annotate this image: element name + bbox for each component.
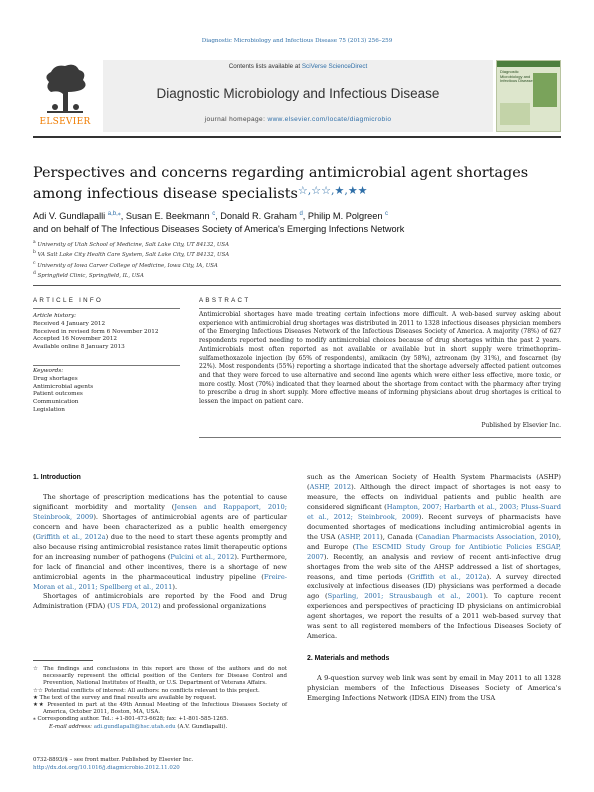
footnote-text: Presented in part at the 49th Annual Meeting of the Infectious Diseases Society of America, October 2011, Boston, MA, USA.: [43, 702, 287, 716]
intro-paragraph-2: [33, 592, 287, 612]
footnote-item: [33, 688, 287, 695]
footnote-list: [33, 666, 287, 724]
footnote-text: The findings and conclusions in this report are those of the authors and do not necessarily represent the official position of the Centers for Disease Control and Prevention, National Institutes of Health, or U.S. Department of Veterans Affairs.: [43, 666, 287, 687]
text: ). Shortages of antimicrobial agents are of particular concern and have been characterized as a public health emergency (: [33, 512, 288, 541]
footnotes: [33, 666, 287, 731]
cover-photo: [533, 73, 557, 107]
reference-link[interactable]: Pulcini et al., 2012: [170, 552, 235, 561]
author-separator: ,: [120, 211, 126, 222]
author-affiliation-marker[interactable]: c: [385, 211, 389, 217]
footnote-text: Potential conflicts of interest: All authors: no conflicts relevant to this project.: [44, 687, 260, 694]
footnote-item: [33, 716, 287, 723]
affiliation-marker: a: [33, 240, 36, 245]
keywords: [33, 368, 180, 415]
author-name[interactable]: Susan E. Beekmann: [125, 211, 213, 222]
text: ). Although the direct impact of shortages is not easy to measure, the effects on individual patients and public health are considered significant (: [307, 482, 561, 511]
affiliation-marker: d: [33, 270, 36, 276]
email-footnote: [33, 724, 287, 731]
journal-cover-image[interactable]: [496, 60, 561, 132]
history-item: Received in revised form 6 November 2012: [33, 328, 159, 335]
affiliation-text: Springfield Clinic, Springfield, IL, USA: [35, 272, 144, 279]
keyword-item: Patient outcomes: [33, 391, 83, 398]
journal-banner: [33, 60, 561, 132]
author-affiliation-marker[interactable]: c: [212, 211, 216, 217]
affiliation-item: [33, 249, 561, 259]
email-suffix: (A.V. Gundlapalli).: [175, 723, 228, 730]
article-info-rule: [33, 308, 180, 309]
journal-citation-link[interactable]: Diagnostic Microbiology and Infectious Disease 75 (2013) 256–259: [201, 38, 393, 44]
homepage-label: journal homepage:: [204, 116, 268, 123]
affiliation-text: University of Utah School of Medicine, Salt Lake City, UT 84132, USA: [35, 241, 230, 248]
reference-link[interactable]: Jensen and Rappaport, 2010; Steinbrook, 2009: [33, 502, 287, 521]
text: Shortages of antimicrobials are reported by the Food and Drug Administration (FDA) (: [33, 592, 287, 611]
abstract-text: Antimicrobial shortages have made treating certain infections more difficult. A web-based survey asking about experience with antimicrobial drug shortages was distributed in 2011 to 1328 infectious diseases physician members of the Emerging Infectious Diseases Network of the Infectious Diseases Society of America. A majority (78%) of 627 respondents reported needing to modify antimicrobial choices because of drug shortages within the past 2 years. Antimicrobials most often reported as not available or available but in short supply were trimethoprim–sulfamethoxazole injection (by 65% of respondents), amikacin (by 58%), aztreonam (by 31%), and foscarnet (by 22%). Most respondents (55%) reporting a shortage indicated that the shortage adversely affected patient outcomes and that they were forced to use alternative and second line agents which were either less effective, more toxic, or more costly. Most (70%) indicated that they learned about the shortage from contact with the pharmacy after trying to prescribe a drug in short supply. More effective means of informing physicians about drug shortages is critical to lessen the impact on patient care.: [199, 311, 561, 406]
article-history: [33, 313, 180, 352]
abstract-heading: ABSTRACT: [199, 297, 251, 304]
history-item: Received 4 January 2012: [33, 320, 106, 327]
contents-prefix: Contents lists available at: [228, 63, 302, 70]
affiliation-marker: b: [33, 250, 36, 256]
journal-homepage: [103, 116, 493, 123]
authors-line: [33, 208, 561, 223]
reference-link[interactable]: Griffith et al., 2012a: [409, 572, 487, 581]
footnote-symbol: ⁎: [33, 716, 38, 723]
elsevier-logo[interactable]: [33, 60, 97, 132]
reference-link[interactable]: ASHP, 2012: [309, 482, 352, 491]
title-footnote-links[interactable]: ☆,☆☆,★,★★: [297, 184, 368, 197]
contents-available: [103, 63, 493, 70]
methods-paragraph-1: A 9-question survey web link was sent by email in May 2011 to all 1328 physician members of the Infectious Diseases Society of America's Emerging Infections Network (IDSA EIN) from the USA: [307, 674, 561, 703]
publisher-note: Published by Elsevier Inc.: [481, 422, 561, 429]
affiliations: [33, 239, 561, 280]
reference-link[interactable]: ASHP, 2011: [340, 532, 381, 541]
text: ). A survey directed exclusively at infectious diseases (ID) physicians was performed a decade ago (: [307, 572, 561, 601]
author-list: [33, 208, 561, 235]
reference-link[interactable]: Freire-Moran et al., 2011; Spellberg et al., 2011: [33, 572, 287, 591]
author-separator: ,: [215, 211, 221, 222]
article-title-text: Perspectives and concerns regarding antimicrobial agent shortages among infectious disease specialists: [33, 165, 529, 202]
text: ). Recent surveys of pharmacists have documented shortages of medications including antimicrobial agents in the USA (: [307, 512, 561, 541]
history-item: Available online 8 January 2013: [33, 344, 125, 351]
affiliation-item: [33, 270, 561, 280]
text: ) and professional organizations: [157, 602, 267, 611]
sciencedirect-link[interactable]: SciVerse ScienceDirect: [301, 63, 368, 70]
intro-paragraph-1: [33, 493, 287, 593]
text: ). Recently, an analysis and review of recent anti-infective drug shortages from the web site of the AHSP addressed a list of shortages, reasons, and time periods (: [307, 552, 561, 581]
text: The shortage of prescription medications has the potential to cause significant morbidity and mortality (: [33, 492, 287, 511]
footnote-rule: [33, 660, 93, 661]
text: ). Furthermore, for lack of financial and other incentives, there is a shortage of new antimicrobial agents in the pharmaceutical industry pipeline (: [33, 552, 288, 581]
footnote-item: [33, 666, 287, 688]
keywords-rule: [33, 365, 180, 366]
body-column-left: [33, 473, 287, 612]
reference-link[interactable]: Sparling, 2001; Strausbaugh et al., 2001: [327, 592, 484, 601]
cover-bar: [497, 61, 560, 67]
authors-group: and on behalf of The Infectious Diseases Society of America's Emerging Infections Network: [33, 223, 405, 234]
affiliation-item: [33, 260, 561, 270]
introduction-heading: 1. Introduction: [33, 474, 81, 481]
footnote-symbol: ☆: [33, 666, 44, 672]
doi-link[interactable]: http://dx.doi.org/10.1016/j.diagmicrobio.2012.11.020: [33, 764, 180, 771]
footnote-symbol: ★★: [33, 702, 48, 709]
body-column-right: [307, 473, 561, 704]
history-item: Accepted 16 November 2012: [33, 336, 118, 343]
masthead: [103, 60, 493, 132]
methods-heading: 2. Materials and methods: [307, 655, 390, 663]
cover-photo-secondary: [500, 103, 530, 125]
footnote-symbol: ☆☆: [33, 687, 45, 694]
reference-link[interactable]: US FDA, 2012: [109, 602, 158, 611]
email-link[interactable]: adi.gundlapalli@hsc.utah.edu: [93, 723, 176, 730]
copyright-block: [33, 757, 333, 772]
author-affiliation-marker[interactable]: a,b,⁎: [107, 211, 121, 217]
reference-link[interactable]: The ESCMID Study Group for Antibiotic Policies ESGAP, 2007: [307, 542, 562, 561]
keyword-item: Legislation: [33, 406, 65, 413]
keyword-item: Communication: [33, 399, 79, 406]
author-name[interactable]: Adi V. Gundlapalli: [33, 211, 108, 222]
affiliation-text: University of Iowa Carver College of Medicine, Iowa City, IA, USA: [35, 262, 218, 269]
history-list: [33, 321, 180, 352]
homepage-url-link[interactable]: www.elsevier.com/locate/diagmicrobio: [267, 116, 392, 123]
author-separator: ,: [302, 211, 308, 222]
affiliation-text: VA Salt Lake City Health Care System, Salt Lake City, UT 84132, USA: [35, 252, 230, 259]
abstract-bottom-rule: [199, 437, 561, 438]
footnote-text: The text of the survey and final results are available by request.: [39, 694, 217, 701]
author-name[interactable]: Philip M. Polgreen: [307, 211, 386, 222]
keyword-item: Drug shortages: [33, 375, 78, 382]
text: ).: [172, 582, 178, 591]
cover-title: Diagnostic Microbiology and Infectious Disease: [500, 69, 533, 83]
footnote-item: [33, 695, 287, 702]
intro-paragraph-3: [307, 473, 561, 642]
author-name[interactable]: Donald R. Graham: [220, 211, 300, 222]
header-rule: [33, 136, 561, 138]
text: ) due to the need to start these agents promptly and also because rising antimicrobial resistance rates limit therapeutic options for an increasing number of pathogens (: [33, 532, 287, 561]
article-title: [33, 165, 561, 203]
copyright-line: 0732-8893/$ – see front matter. Published by Elsevier Inc.: [33, 757, 194, 763]
email-label: E-mail address:: [49, 723, 94, 730]
journal-title: Diagnostic Microbiology and Infectious Disease: [156, 86, 440, 101]
keyword-item: Antimicrobial agents: [33, 383, 94, 390]
history-label: Article history:: [33, 313, 77, 319]
text: such as the American Society of Health System Pharmacists (ASHP) (: [307, 473, 561, 491]
elsevier-tree-icon: [41, 62, 89, 114]
footnote-item: [33, 702, 287, 716]
affiliation-rule: [33, 285, 561, 286]
text: ), and Europe (: [307, 532, 561, 551]
reference-link[interactable]: Hampton, 2007; Harbarth et al., 2003; Pluss-Suard et al., 2012; Steinbrook, 2009: [307, 502, 561, 521]
reference-link[interactable]: Griffith et al., 2012a: [35, 532, 106, 541]
abstract-rule: [199, 308, 561, 309]
keywords-label: Keywords:: [33, 368, 64, 374]
reference-link[interactable]: Canadian Pharmacists Association, 2010: [417, 532, 557, 541]
author-affiliation-marker[interactable]: d: [299, 211, 303, 217]
affiliation-item: [33, 239, 561, 249]
affiliation-marker: c: [33, 260, 36, 266]
keywords-list: [33, 376, 180, 415]
text: ), Canada (: [380, 532, 418, 541]
footnote-symbol: ★: [33, 694, 40, 701]
footnote-text: Corresponding author. Tel.: +1-801-473-6628; fax: +1-801-585-1265.: [37, 716, 229, 723]
text: ). To capture recent experiences and perspectives of practicing ID physicians on antimicrobial agent shortages, we report the results of a 2011 web-based survey that was sent to all registered members of the Infectious Diseases Society of America.: [307, 592, 561, 641]
elsevier-wordmark: ELSEVIER: [39, 117, 91, 127]
article-info-heading: ARTICLE INFO: [33, 297, 104, 304]
